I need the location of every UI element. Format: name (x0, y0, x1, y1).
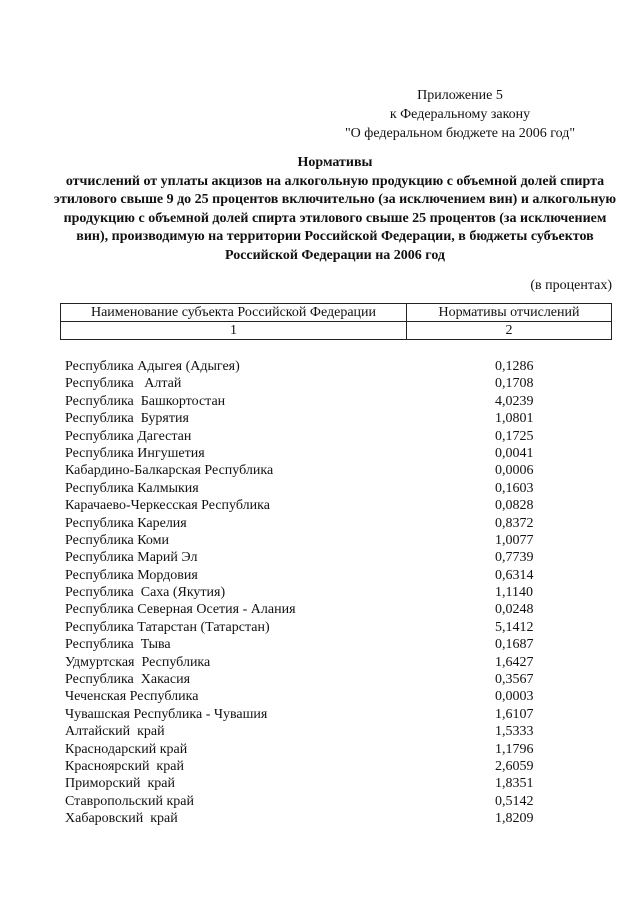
table-row (65, 601, 625, 618)
table-row (65, 567, 625, 584)
table-row (65, 549, 625, 566)
normative-value: 0,0006 (495, 463, 534, 479)
table-row (65, 410, 625, 427)
subject-name: Республика Хакасия (65, 672, 191, 688)
subject-name: Чувашская Республика - Чувашия (65, 706, 268, 722)
subject-name: Республика Татарстан (Татарстан) (65, 619, 270, 635)
table-row (65, 671, 625, 688)
normative-value: 0,7739 (495, 550, 534, 566)
annex-law: к Федеральному закону (389, 107, 531, 122)
table-row (65, 428, 625, 445)
normative-value: 1,5333 (495, 724, 534, 740)
table-row (65, 480, 625, 497)
table-row (65, 515, 625, 532)
normative-value: 1,6427 (495, 654, 534, 670)
normative-value: 0,1725 (495, 428, 534, 444)
document-title (50, 154, 620, 266)
table-row (65, 532, 625, 549)
subject-name: Республика Тыва (65, 637, 171, 653)
subject-name: Республика Бурятия (65, 411, 189, 427)
subject-name: Красноярский край (65, 758, 184, 774)
subject-name: Краснодарский край (65, 741, 188, 757)
table-row (65, 758, 625, 775)
table-row (65, 462, 625, 479)
column-number-1: 1 (61, 322, 407, 340)
normative-value: 4,0239 (495, 393, 534, 409)
subject-name: Алтайский край (65, 724, 165, 740)
normative-value: 1,6107 (495, 706, 534, 722)
table-row (65, 375, 625, 392)
normative-value: 1,0077 (495, 532, 534, 548)
normative-value: 2,6059 (495, 758, 534, 774)
subject-name: Республика Калмыкия (65, 480, 199, 496)
table-body (65, 358, 625, 828)
subject-name: Кабардино-Балкарская Республика (65, 463, 274, 479)
units-label: (в процентах) (530, 278, 612, 293)
table-row (65, 741, 625, 758)
subject-name: Чеченская Республика (65, 689, 199, 705)
table-header (60, 303, 612, 340)
table-row (65, 723, 625, 740)
subject-name: Республика Марий Эл (65, 550, 198, 566)
normative-value: 1,1140 (495, 585, 533, 601)
table-row (65, 654, 625, 671)
annex-number: Приложение 5 (417, 88, 503, 103)
column-header-subject: Наименование субъекта Российской Федерации (61, 304, 407, 322)
normative-value: 0,1708 (495, 376, 534, 392)
column-header-normative: Нормативы отчислений (407, 304, 612, 322)
normative-value: 0,5142 (495, 793, 534, 809)
normative-value: 1,0801 (495, 411, 534, 427)
subject-name: Удмуртская Республика (65, 654, 211, 670)
normative-value: 0,1687 (495, 637, 534, 653)
normative-value: 0,6314 (495, 567, 534, 583)
table-row (65, 584, 625, 601)
subject-name: Республика Алтай (65, 376, 182, 392)
normative-value: 0,1603 (495, 480, 534, 496)
normative-value: 5,1412 (495, 619, 534, 635)
normative-value: 1,8209 (495, 811, 534, 827)
normative-value: 0,0003 (495, 689, 534, 705)
table-row (65, 793, 625, 810)
table-row (65, 688, 625, 705)
subject-name: Республика Адыгея (Адыгея) (65, 359, 240, 374)
annex-law-title: "О федеральном бюджете на 2006 год" (344, 126, 576, 141)
normative-value: 1,8351 (495, 776, 534, 792)
title-heading: Нормативы (297, 155, 373, 170)
subject-name: Карачаево-Черкесская Республика (65, 498, 270, 514)
subject-name: Республика Северная Осетия - Алания (65, 602, 296, 618)
table-row (65, 358, 625, 375)
annex-reference (300, 86, 620, 143)
normative-value: 0,3567 (495, 672, 534, 688)
table-row (65, 706, 625, 723)
subject-name: Ставропольский край (65, 793, 194, 809)
table-row (65, 636, 625, 653)
subject-name: Республика Карелия (65, 515, 187, 531)
subject-name: Республика Коми (65, 532, 169, 548)
normative-value: 0,8372 (495, 515, 534, 531)
subject-name: Приморский край (65, 776, 175, 792)
normative-value: 1,1796 (495, 741, 534, 757)
subject-name: Хабаровский край (65, 811, 178, 827)
subject-name: Республика Саха (Якутия) (65, 585, 226, 601)
subject-name: Республика Дагестан (65, 428, 192, 444)
table-row (65, 775, 625, 792)
normative-value: 0,0828 (495, 498, 534, 514)
normative-value: 0,0248 (495, 602, 534, 618)
table-row (65, 619, 625, 636)
table-row (65, 393, 625, 410)
subject-name: Республика Ингушетия (65, 445, 205, 461)
table-row (65, 810, 625, 827)
column-number-2: 2 (407, 322, 612, 340)
normative-value: 0,0041 (495, 445, 534, 461)
table-row (65, 497, 625, 514)
title-body: отчислений от уплаты акцизов на алкогольную продукцию с объемной долей спирта этилового свыше 9 до 25 процентов включительно (за исключением вин) и алкогольную продукцию с объемной долей спирта этилового свыше 25 процентов (за исключением вин), производимую на территории Российской Федерации, в бюджеты субъектов Российской Федерации на 2006 год (53, 173, 617, 263)
subject-name: Республика Башкортостан (65, 393, 226, 409)
table-row (65, 445, 625, 462)
subject-name: Республика Мордовия (65, 567, 198, 583)
normative-value: 0,1286 (495, 359, 534, 374)
